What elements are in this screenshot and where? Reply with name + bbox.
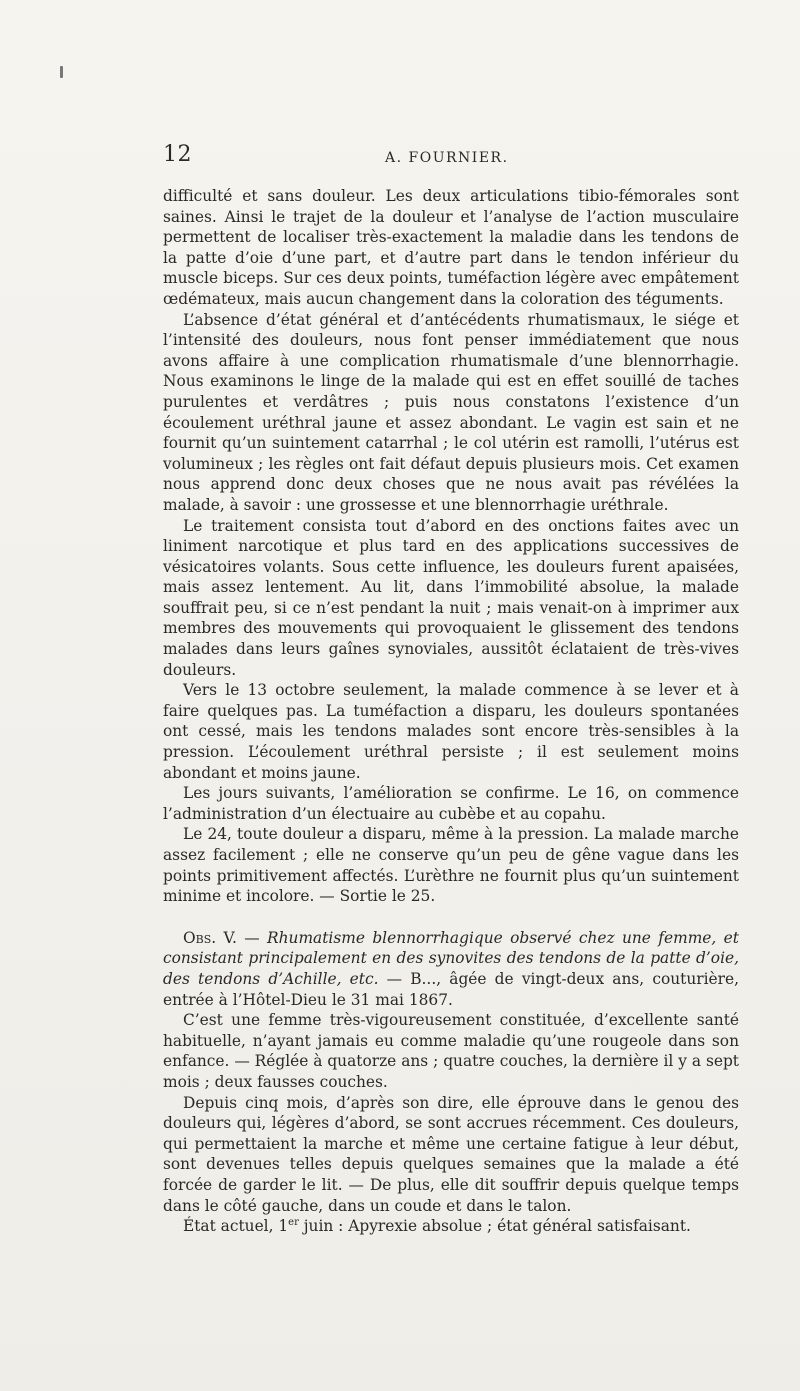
paragraph: Depuis cinq mois, d’après son dire, elle éprouve dans le genou des douleurs qui, légères d’abord, se sont accrues récemment. Ces douleurs, qui permettaient la marche et même une certaine fatigue à leur début, sont devenues telles depuis quelques semaines que la malade a été forcée de garder le lit. — De plus, elle dit souffrir depuis quelque temps dans le côté gauche, dans un coude et dans le talon. (163, 1093, 739, 1215)
paragraph: Vers le 13 octobre seulement, la malade commence à se lever et à faire quelques pas. La tuméfaction a disparu, les douleurs spontanées ont cessé, mais les tendons malades sont encore très-sensibles à la pression. L’écoulement uréthral persiste ; il est seulement moins abondant et moins jaune. (163, 681, 739, 782)
observation-dash: — (236, 928, 268, 947)
paragraph: L’absence d’état général et d’antécédents rhumatismaux, le siége et l’intensité des douleurs, nous font penser immédiatement que nous avons affaire à une complication rhumatismale d’une blennorrhagie. Nous examinons le linge de la malade qui est en effet souillé de taches purulentes et verdâtres ; puis nous constatons l’existence d’un écoulement uréthral jaune et assez abondant. Le vagin est sain et ne fournit qu’un suintement catarrhal ; le col utérin est ramolli, l’utérus est volumineux ; les règles ont fait défaut depuis plusieurs mois. Cet examen nous apprend donc deux choses que ne nous avait pas révélées la malade, à savoir : une grossesse et une blennorrhagie uréthrale. (163, 310, 739, 514)
observation-title: Rhumatisme blennorrhagique observé chez une femme, et consistant principalement en des synovites des tendons de la patte d’oie, des tendons d’Achille, etc. (163, 928, 739, 988)
observation-patient: — B..., âgée de vingt-deux ans, couturière, entrée à l’Hôtel-Dieu le 31 mai 1867. (163, 969, 739, 1009)
paragraph: Le 24, toute douleur a disparu, même à la pression. La malade marche assez facilement ; elle ne conserve qu’un peu de gêne vague dans les points primitivement affectés. L’urèthre ne fournit plus qu’un suintement minime et incolore. — Sortie le 25. (163, 825, 739, 906)
paragraph-current-state (163, 1216, 739, 1237)
page-header (163, 142, 739, 178)
paragraph: Les jours suivants, l’amélioration se confirme. Le 16, on commence l’administration d’un électuaire au cubèbe et au copahu. (163, 784, 739, 823)
ink-mark (60, 66, 63, 78)
running-head: A. FOURNIER. (385, 150, 509, 166)
current-state-end: juin : Apyrexie absolue ; état général satisfaisant. (298, 1217, 691, 1236)
observation-heading (163, 928, 739, 1010)
page-number: 12 (163, 142, 192, 167)
paragraph: difficulté et sans douleur. Les deux articulations tibio-fémorales sont saines. Ainsi le trajet de la douleur et l’analyse de l’action musculaire permettent de localiser très-exactement la maladie dans les tendons de la patte d’oie d’une part, et d’autre part dans le tendon inférieur du muscle biceps. Sur ces deux points, tuméfaction légère avec empâtement œdémateux, mais aucun changement dans la coloration des téguments. (163, 187, 739, 308)
paragraph: C’est une femme très-vigoureusement constituée, d’excellente santé habituelle, n’ayant jamais eu comme maladie qu’une rougeole dans son enfance. — Réglée à quatorze ans ; quatre couches, la dernière il y a sept mois ; deux fausses couches. (163, 1011, 739, 1091)
body-text (163, 186, 739, 1237)
current-state-start: État actuel, 1 (183, 1217, 289, 1236)
observation-label: Obs. V. (183, 928, 237, 947)
ordinal-superscript: er (288, 1216, 299, 1228)
paragraph: Le traitement consista tout d’abord en des onctions faites avec un liniment narcotique et plus tard en des applications successives de vésicatoires volants. Sous cette influence, les douleurs furent apaisées, mais assez lentement. Au lit, dans l’immobilité absolue, la malade souffrait peu, si ce n’est pendant la nuit ; mais venait-on à imprimer aux membres des mouvements qui provoquaient le glissement des tendons malades dans leurs gaînes synoviales, aussitôt éclataient de très-vives douleurs. (163, 516, 739, 679)
